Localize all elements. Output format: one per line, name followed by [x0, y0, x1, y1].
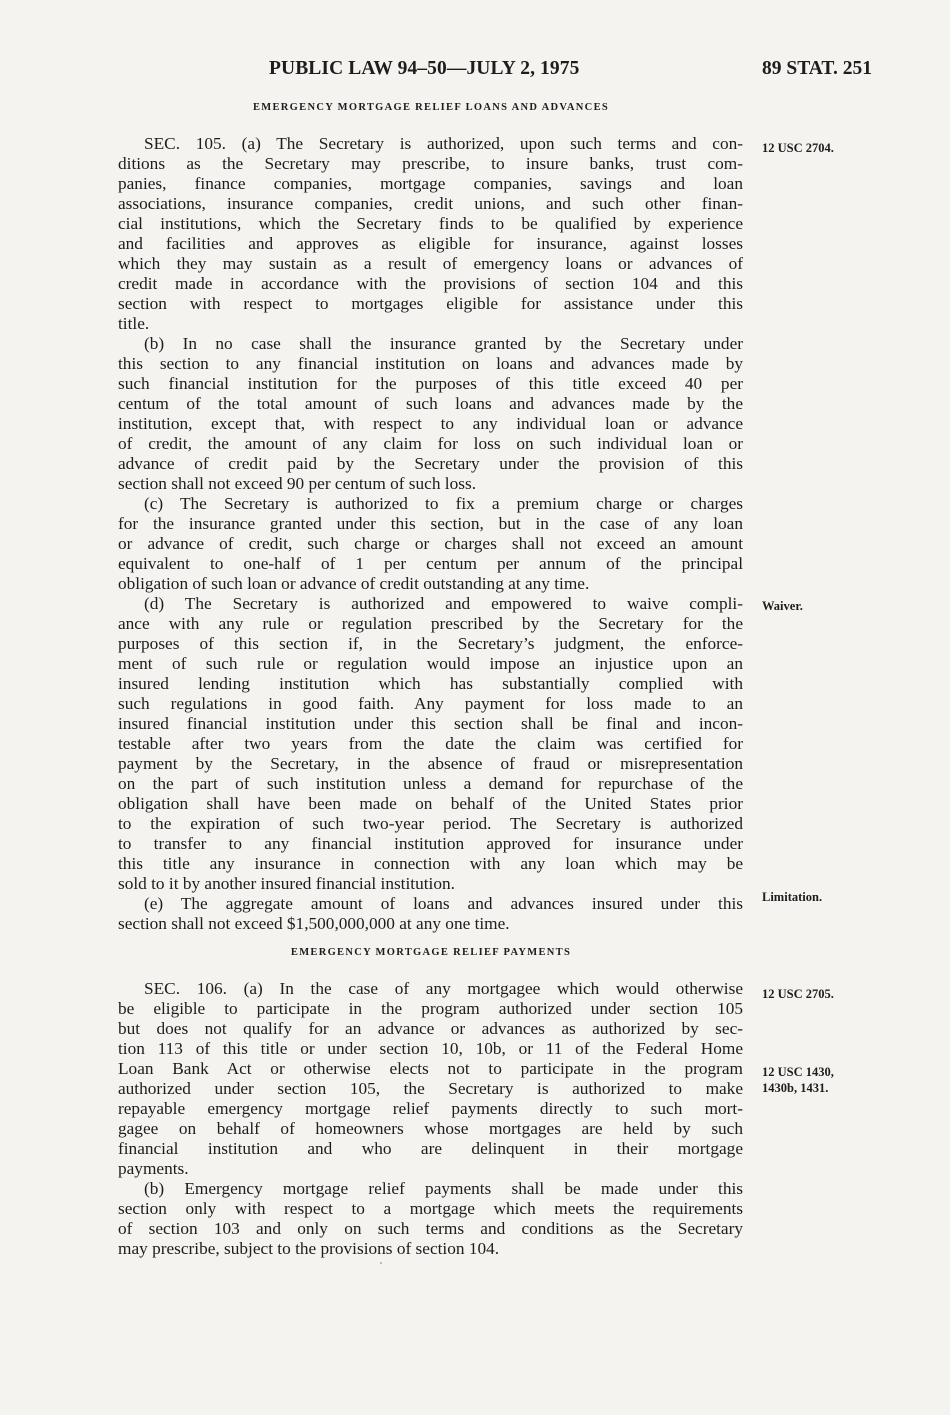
section-105-line: to the expiration of such two-year period. The Secretary is authorized — [118, 814, 743, 833]
section-105-line: such financial institution for the purposes of this title exceed 40 per — [118, 374, 743, 393]
section-105-line: equivalent to one-half of 1 per centum per annum of the principal — [118, 554, 743, 573]
section-106-line: payments. — [118, 1159, 189, 1178]
margin-citation-12-usc-2704: 12 USC 2704. — [762, 141, 834, 155]
section-105-line: to transfer to any financial institution approved for insurance under — [118, 834, 743, 853]
section-105-line: obligation of such loan or advance of credit outstanding at any time. — [118, 574, 590, 593]
section-105-heading: EMERGENCY MORTGAGE RELIEF LOANS AND ADVANCES — [252, 102, 610, 113]
section-105-line: cial institutions, which the Secretary finds to be qualified by experience — [118, 214, 743, 233]
section-106-heading: EMERGENCY MORTGAGE RELIEF PAYMENTS — [290, 947, 572, 958]
section-105-line: (d) The Secretary is authorized and empowered to waive compli- — [144, 594, 743, 613]
scan-speck — [380, 1262, 382, 1264]
section-106-line: financial institution and who are delinquent in their mortgage — [118, 1139, 743, 1158]
section-105-line: (c) The Secretary is authorized to fix a premium charge or charges — [144, 494, 743, 513]
margin-note-waiver: Waiver. — [762, 599, 803, 613]
section-105-line: which they may sustain as a result of emergency loans or advances of — [118, 254, 743, 273]
section-106-line: section only with respect to a mortgage which meets the requirements — [118, 1199, 743, 1218]
section-105-line: this title any insurance in connection with any loan which may be — [118, 854, 743, 873]
section-105-line: ance with any rule or regulation prescribed by the Secretary for the — [118, 614, 743, 633]
margin-note-limitation: Limitation. — [762, 890, 823, 904]
section-105-line: for the insurance granted under this section, but in the case of any loan — [118, 514, 743, 533]
margin-citation-12-usc-1430: 12 USC 1430, — [762, 1065, 834, 1079]
section-105-line: associations, insurance companies, credit unions, and such other finan- — [118, 194, 743, 213]
section-105-line: on the part of such institution unless a demand for repurchase of the — [118, 774, 743, 793]
section-106-line: repayable emergency mortgage relief payments directly to such mort- — [118, 1099, 743, 1118]
section-106-line: of section 103 and only on such terms and conditions as the Secretary — [118, 1219, 743, 1238]
section-106-line: (b) Emergency mortgage relief payments shall be made under this — [144, 1179, 743, 1198]
section-105-line: credit made in accordance with the provisions of section 104 and this — [118, 274, 743, 293]
section-105-line: or advance of credit, such charge or charges shall not exceed an amount — [118, 534, 743, 553]
section-105-line: such regulations in good faith. Any payment for loss made to an — [118, 694, 743, 713]
section-105-line: ditions as the Secretary may prescribe, to insure banks, trust com- — [118, 154, 743, 173]
section-106-line: gagee on behalf of homeowners whose mortgages are held by such — [118, 1119, 743, 1138]
section-106-line: but does not qualify for an advance or advances as authorized by sec- — [118, 1019, 743, 1038]
running-header-title: PUBLIC LAW 94–50—JULY 2, 1975 — [269, 58, 580, 79]
section-106-line: SEC. 106. (a) In the case of any mortgagee which would otherwise — [144, 979, 743, 998]
section-105-line: and facilities and approves as eligible for insurance, against losses — [118, 234, 743, 253]
section-105-line: institution, except that, with respect to any individual loan or advance — [118, 414, 743, 433]
section-105-line: testable after two years from the date the claim was certified for — [118, 734, 743, 753]
section-105-line: insured financial institution under this section shall be final and incon- — [118, 714, 743, 733]
section-105-line: payment by the Secretary, in the absence of fraud or misrepresentation — [118, 754, 743, 773]
margin-citation-12-usc-2705: 12 USC 2705. — [762, 987, 834, 1001]
section-105-line: this section to any financial institution on loans and advances made by — [118, 354, 743, 373]
page-stat-number: 89 STAT. 251 — [762, 58, 872, 79]
section-106-line: Loan Bank Act or otherwise elects not to participate in the program — [118, 1059, 743, 1078]
section-105-line: panies, finance companies, mortgage companies, savings and loan — [118, 174, 743, 193]
section-105-line: sold to it by another insured financial institution. — [118, 874, 455, 893]
section-105-line: ment of such rule or regulation would impose an injustice upon an — [118, 654, 743, 673]
section-106-line: authorized under section 105, the Secretary is authorized to make — [118, 1079, 743, 1098]
section-105-line: purposes of this section if, in the Secretary’s judgment, the enforce- — [118, 634, 743, 653]
section-106-line: may prescribe, subject to the provisions of section 104. — [118, 1239, 500, 1258]
section-105-line: insured lending institution which has substantially complied with — [118, 674, 743, 693]
section-106-line: be eligible to participate in the program authorized under section 105 — [118, 999, 743, 1018]
section-105-line: advance of credit paid by the Secretary under the provision of this — [118, 454, 743, 473]
section-105-line: of credit, the amount of any claim for loss on such individual loan or — [118, 434, 743, 453]
section-105-line: section shall not exceed $1,500,000,000 at any one time. — [118, 914, 510, 933]
section-105-line: section with respect to mortgages eligible for assistance under this — [118, 294, 743, 313]
margin-citation-12-usc-1430-cont: 1430b, 1431. — [762, 1081, 829, 1095]
section-105-line: (b) In no case shall the insurance granted by the Secretary under — [144, 334, 743, 353]
section-105-line: (e) The aggregate amount of loans and advances insured under this — [144, 894, 743, 913]
section-105-line: title. — [118, 314, 150, 333]
section-105-line: section shall not exceed 90 per centum of such loss. — [118, 474, 477, 493]
section-105-line: obligation shall have been made on behalf of the United States prior — [118, 794, 743, 813]
section-105-line: centum of the total amount of such loans and advances made by the — [118, 394, 743, 413]
section-105-line: SEC. 105. (a) The Secretary is authorized, upon such terms and con- — [144, 134, 743, 153]
section-106-line: tion 113 of this title or under section 10, 10b, or 11 of the Federal Home — [118, 1039, 743, 1058]
